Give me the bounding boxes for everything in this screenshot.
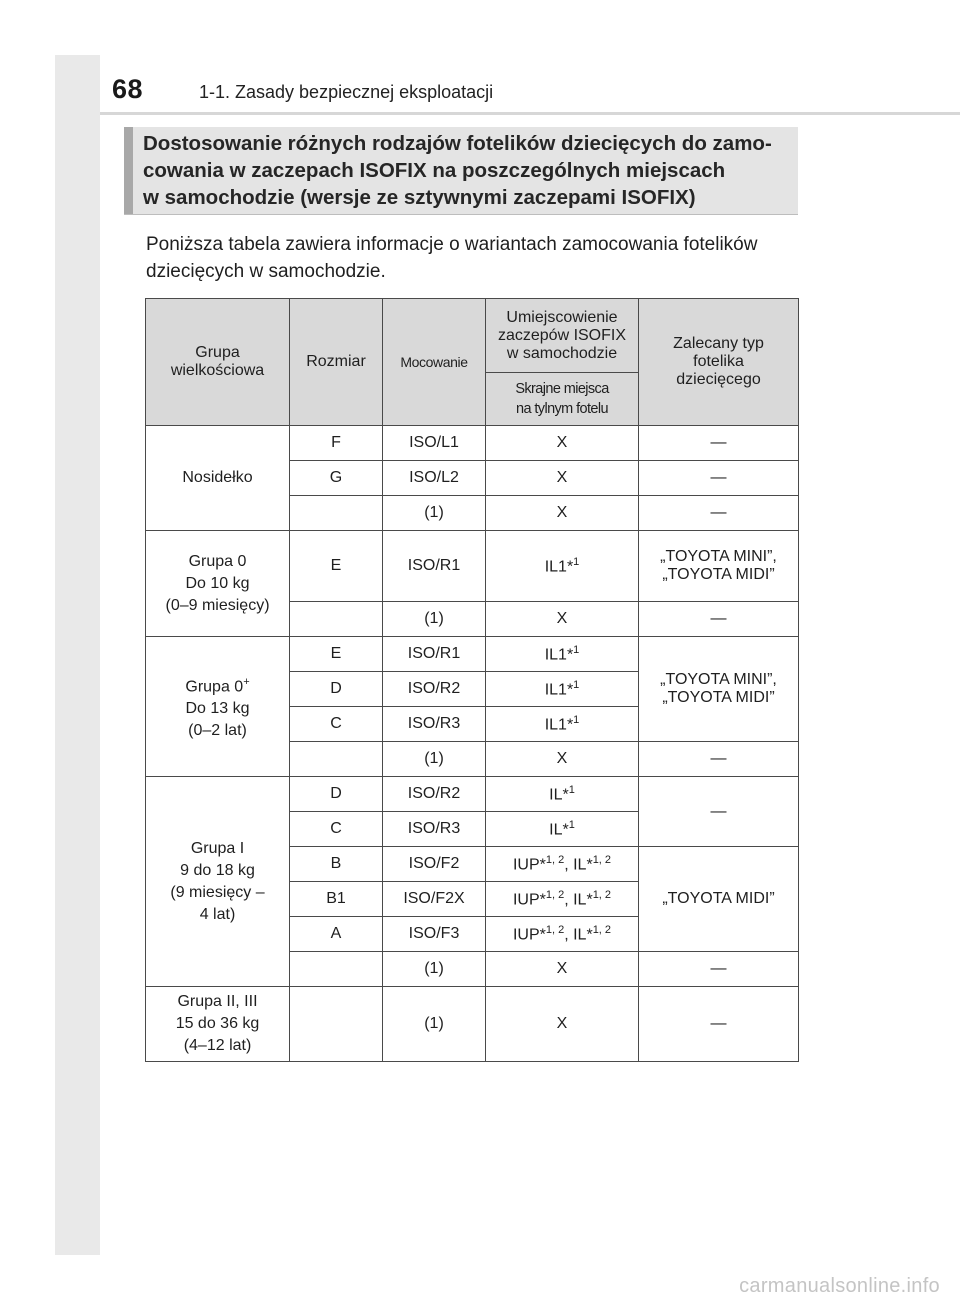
location-text: IUP* <box>512 856 546 874</box>
location-text: IUP* <box>512 891 546 909</box>
group-cell: Grupa 0 Do 10 kg (0–9 miesięcy) <box>146 531 290 637</box>
header-recommended: Zalecany typ fotelika dziecięcego <box>639 299 799 426</box>
footnote-ref: 1, 2 <box>545 923 565 936</box>
group-cell: Nosidełko <box>146 426 290 531</box>
mount-cell: ISO/F2X <box>383 882 486 917</box>
size-cell <box>290 602 383 637</box>
group-plus-sup: + <box>243 675 250 688</box>
recommended-cell: — <box>639 987 799 1062</box>
mount-cell: (1) <box>383 496 486 531</box>
location-cell: X <box>486 742 639 777</box>
mount-cell: (1) <box>383 952 486 987</box>
group-cell: Grupa II, III 15 do 36 kg (4–12 lat) <box>146 987 290 1062</box>
topic-title-line: w samochodzie (wersje ze sztywnymi zaczepami ISOFIX) <box>143 186 696 209</box>
size-cell: C <box>290 812 383 847</box>
intro-line: Poniższa tabela zawiera informacje o wariantach zamocowania fotelików <box>146 234 758 255</box>
mount-cell: ISO/R2 <box>383 672 486 707</box>
topic-title-box <box>124 127 798 214</box>
mount-cell: ISO/R1 <box>383 531 486 602</box>
footnote-ref: 1 <box>573 713 580 726</box>
location-text: IL* <box>549 821 569 839</box>
location-cell <box>486 777 639 812</box>
size-cell: C <box>290 707 383 742</box>
mount-cell: ISO/R1 <box>383 637 486 672</box>
mount-cell: ISO/F3 <box>383 917 486 952</box>
isofix-compatibility-table <box>145 298 799 1062</box>
size-cell: G <box>290 461 383 496</box>
footnote-ref: 1, 2 <box>592 853 612 866</box>
mount-cell: ISO/L1 <box>383 426 486 461</box>
location-text: IL1* <box>544 646 574 664</box>
location-text: IUP* <box>512 926 546 944</box>
page-number: 68 <box>112 74 144 104</box>
section-title: 1-1. Zasady bezpiecznej eksploatacji <box>199 82 494 102</box>
location-text: , IL* <box>564 856 593 874</box>
mount-cell: (1) <box>383 742 486 777</box>
recommended-cell: — <box>639 777 799 847</box>
footnote-ref: 1, 2 <box>592 923 612 936</box>
footnote-ref: 1 <box>568 818 575 831</box>
size-cell: A <box>290 917 383 952</box>
header-location: Umiejscowienie zaczepów ISOFIX w samochodzie <box>486 299 639 373</box>
mount-cell: ISO/R2 <box>383 777 486 812</box>
intro-paragraph <box>146 231 806 285</box>
location-cell: X <box>486 987 639 1062</box>
location-cell: X <box>486 952 639 987</box>
size-cell: B <box>290 847 383 882</box>
watermark: carmanualsonline.info <box>739 1275 940 1297</box>
recommended-cell: — <box>639 602 799 637</box>
footnote-ref: 1, 2 <box>545 888 565 901</box>
recommended-cell: — <box>639 426 799 461</box>
size-cell: E <box>290 531 383 602</box>
header-rule <box>100 112 960 115</box>
size-cell <box>290 742 383 777</box>
location-text: IL1* <box>544 716 574 734</box>
mount-cell: (1) <box>383 987 486 1062</box>
size-cell: D <box>290 777 383 812</box>
mount-cell: ISO/F2 <box>383 847 486 882</box>
mount-cell: ISO/R3 <box>383 812 486 847</box>
size-cell: F <box>290 426 383 461</box>
topic-title-line: cowania w zaczepach ISOFIX na poszczególnych miejscach <box>143 159 726 182</box>
footnote-ref: 1 <box>573 643 580 656</box>
recommended-cell: „TOYOTA MINI”, „TOYOTA MIDI” <box>639 531 799 602</box>
size-cell <box>290 952 383 987</box>
header-group: Grupa wielkościowa <box>146 299 290 426</box>
size-cell: B1 <box>290 882 383 917</box>
recommended-cell: — <box>639 461 799 496</box>
recommended-cell: — <box>639 496 799 531</box>
size-cell: D <box>290 672 383 707</box>
footnote-ref: 1 <box>573 555 580 568</box>
location-cell: X <box>486 461 639 496</box>
intro-line: dziecięcych w samochodzie. <box>146 261 386 282</box>
header-size: Rozmiar <box>290 299 383 426</box>
header-mount: Mocowanie <box>383 299 486 426</box>
footnote-ref: 1 <box>568 783 575 796</box>
location-cell <box>486 917 639 952</box>
topic-title-line: Dostosowanie różnych rodzajów fotelików dziecięcych do zamo- <box>143 132 772 155</box>
group-label: Grupa 0 <box>185 678 244 696</box>
location-cell <box>486 637 639 672</box>
group-cell <box>146 637 290 777</box>
size-cell <box>290 496 383 531</box>
location-cell <box>486 847 639 882</box>
location-cell <box>486 707 639 742</box>
footnote-ref: 1, 2 <box>592 888 612 901</box>
group-cell: Grupa I 9 do 18 kg (9 miesięcy – 4 lat) <box>146 777 290 987</box>
location-cell <box>486 882 639 917</box>
footnote-ref: 1 <box>573 678 580 691</box>
recommended-cell: „TOYOTA MINI”, „TOYOTA MIDI” <box>639 637 799 742</box>
location-cell: X <box>486 426 639 461</box>
mount-cell: (1) <box>383 602 486 637</box>
mount-cell: ISO/L2 <box>383 461 486 496</box>
size-cell: E <box>290 637 383 672</box>
location-text: IL1* <box>544 681 574 699</box>
location-text: IL1* <box>544 558 574 576</box>
recommended-cell: — <box>639 952 799 987</box>
header-location-sub: Skrajne miejsca na tylnym fotelu <box>486 373 639 426</box>
location-text: , IL* <box>564 891 593 909</box>
location-text: , IL* <box>564 926 593 944</box>
page-margin-strip <box>55 55 100 1255</box>
mount-cell: ISO/R3 <box>383 707 486 742</box>
location-cell: X <box>486 496 639 531</box>
footnote-ref: 1, 2 <box>545 853 565 866</box>
location-cell <box>486 672 639 707</box>
location-cell <box>486 812 639 847</box>
location-cell <box>486 531 639 602</box>
size-cell <box>290 987 383 1062</box>
location-text: IL* <box>549 786 569 804</box>
location-cell: X <box>486 602 639 637</box>
recommended-cell: — <box>639 742 799 777</box>
title-underline <box>124 214 798 215</box>
recommended-cell: „TOYOTA MIDI” <box>639 847 799 952</box>
group-detail: Do 13 kg (0–2 lat) <box>185 700 250 740</box>
